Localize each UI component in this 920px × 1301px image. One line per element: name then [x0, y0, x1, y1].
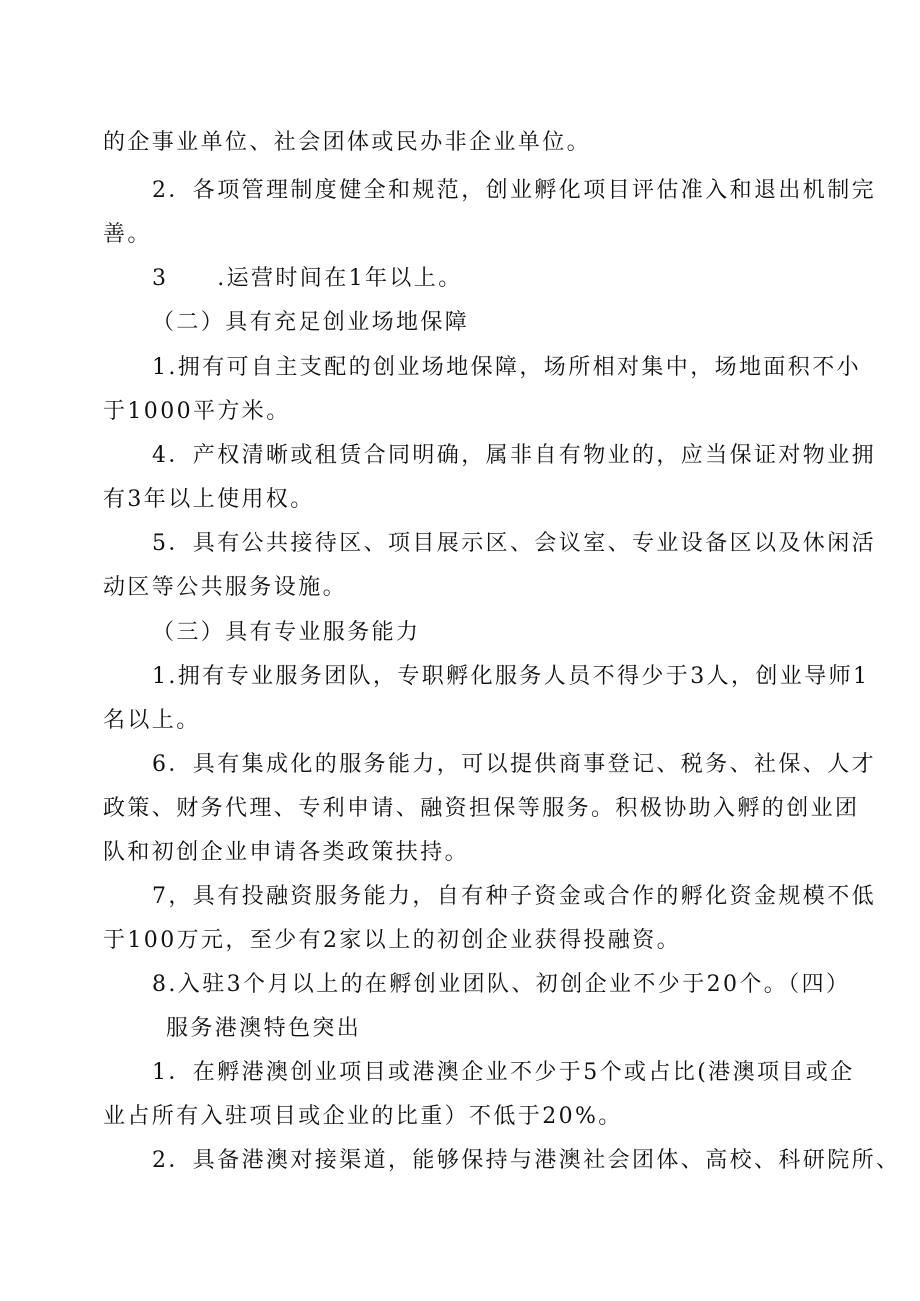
text-line: 1.拥有专业服务团队，专职孵化服务人员不得少于3人，创业导师1 — [152, 664, 870, 689]
text-line: 政策、财务代理、专利申请、融资担保等服务。积极协助入孵的创业团 — [103, 796, 860, 821]
section-heading: （三）具有专业服务能力 — [152, 620, 421, 645]
text-line: 7，具有投融资服务能力，自有种子资金或合作的孵化资金规模不低 — [152, 884, 876, 909]
section-heading: （二）具有充足创业场地保障 — [152, 310, 470, 335]
text-line: 于1000平方米。 — [103, 399, 291, 424]
text-line: 4．产权清晰或租赁合同明确，属非自有物业的，应当保证对物业拥 — [152, 443, 876, 468]
text-line: 3 .运营时间在1年以上。 — [152, 266, 463, 291]
text-line: 名以上。 — [103, 708, 201, 733]
text-line: 于100万元，至少有2家以上的初创企业获得投融资。 — [103, 928, 681, 953]
text-line: 的企事业单位、社会团体或民办非企业单位。 — [103, 130, 592, 155]
text-line: 动区等公共服务设施。 — [103, 575, 348, 600]
text-line: 队和初创企业申请各类政策扶持。 — [103, 840, 470, 865]
section-heading: 服务港澳特色突出 — [166, 1016, 362, 1041]
text-line: 1.拥有可自主支配的创业场地保障，场所相对集中，场地面积不小 — [152, 355, 861, 380]
text-line: 业占所有入驻项目或企业的比重）不低于20%。 — [103, 1104, 623, 1129]
text-line: 有3年以上使用权。 — [103, 487, 315, 512]
text-line: 2．各项管理制度健全和规范，创业孵化项目评估准入和退出机制完 — [152, 178, 876, 203]
text-line: 6．具有集成化的服务能力，可以提供商事登记、税务、社保、人才 — [152, 752, 876, 777]
text-line: 5．具有公共接待区、项目展示区、会议室、专业设备区以及休闲活 — [152, 531, 876, 556]
text-line: 2．具备港澳对接渠道，能够保持与港澳社会团体、高校、科研院所、 — [152, 1148, 901, 1173]
text-line: 善。 — [103, 222, 152, 247]
text-line: 1．在孵港澳创业项目或港澳企业不少于5个或占比(港澳项目或企 — [152, 1060, 855, 1085]
text-line: 8.入驻3个月以上的在孵创业团队、初创企业不少于20个。（四） — [152, 972, 851, 997]
